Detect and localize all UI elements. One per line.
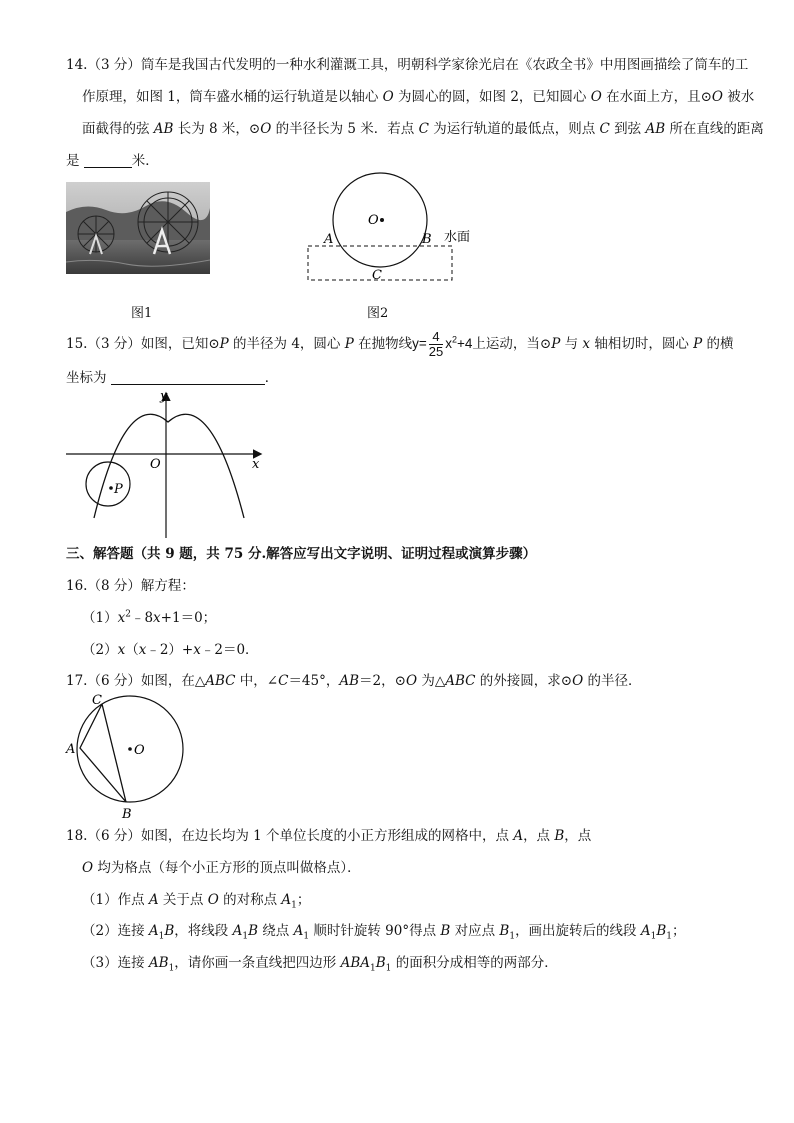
label-c: C — [92, 693, 102, 708]
label-o: O — [368, 213, 379, 228]
q17-circle-triangle-diagram — [60, 692, 200, 822]
q15-line-1: 15.（3 分）如图，已知⊙P 的半径为 4，圆心 P 在抛物线y= $\frac{4}{25}$ $x^2+4$上运动，当⊙P 与 x 轴相切时，圆心 P 的横 — [66, 329, 734, 359]
q14-line-3: 面截得的弦 AB 长为 8 米，⊙O 的半径长为 5 米．若点 C 为运行轨道的最低点，则点 C 到弦 AB 所在直线的距离 — [82, 121, 764, 137]
label-x: x — [252, 457, 260, 472]
q14-line-4: 是 米． — [66, 153, 159, 169]
q16-line-1: 16.（8 分）解方程： — [66, 578, 195, 594]
label-a: A — [66, 742, 76, 757]
answer-blank — [84, 153, 132, 168]
q15-line-2: 坐标为 ． — [66, 370, 279, 386]
equation: y= $\frac{4}{25}$ $x^2+4$ — [412, 329, 473, 359]
fraction: $\frac{4}{25}$ — [428, 329, 444, 359]
q14-text: 14.（3 分）筒车是我国古代发明的一种水利灌溉工具，明朝科学家徐光启在《农政全书》中用图画描绘了筒车的工 — [66, 57, 749, 73]
label-water-surface: 水面 — [444, 230, 471, 245]
center-dot — [380, 218, 384, 222]
section-3-heading: 三、解答题（共 9 题，共 75 分.解答应写出文字说明、证明过程或演算步骤） — [66, 546, 537, 562]
figure-2-caption: 图2 — [367, 306, 389, 321]
label-y: y — [160, 389, 168, 404]
answer-blank — [111, 370, 265, 385]
figure-1-photo — [66, 182, 210, 274]
label-o: O — [134, 743, 145, 758]
label-b: B — [422, 232, 432, 247]
q18-part-2: （2）连接 $A_1B$，将线段 $A_1B$ 绕点 $A_1$ 顺时针旋转 90°得点 B 对应点 $B_1$，画出旋转后的线段 $A_1B_1$； — [82, 923, 686, 942]
q14-line-2: 作原理，如图 1，筒车盛水桶的运行轨道是以轴心 O 为圆心的圆，如图 2，已知圆心 O 在水面上方，且⊙O 被水 — [82, 89, 755, 105]
figure-1-caption: 图1 — [131, 306, 153, 321]
label-c: C — [372, 268, 382, 283]
center-p-dot — [109, 486, 113, 490]
q17-line-1: 17.（6 分）如图，在△ABC 中，∠C＝45°，AB＝2，⊙O 为△ABC 的外接圆，求⊙O 的半径． — [66, 673, 642, 689]
q18-part-1: （1）作点 A 关于点 O 的对称点 $A_1$； — [82, 892, 311, 911]
label-p: P — [114, 482, 123, 497]
q16-part-2: （2）x（x﹣2）+x﹣2＝0． — [82, 642, 259, 658]
q18-line-2: O 均为格点（每个小正方形的顶点叫做格点）． — [82, 860, 361, 876]
label-a: A — [324, 232, 334, 247]
figure-2-circle-diagram — [300, 168, 480, 288]
q18-part-3: （3）连接 $AB_1$，请你画一条直线把四边形 $ABA_1B_1$ 的面积分成相等的两部分． — [82, 955, 558, 974]
label-b: B — [122, 807, 132, 822]
q15-parabola-diagram — [60, 388, 280, 540]
q16-part-1: $(1)x^2﹣8x+1=0$； — [82, 609, 217, 626]
q18-line-1: 18.（6 分）如图，在边长均为 1 个单位长度的小正方形组成的网格中，点 A，点 B，点 — [66, 828, 592, 844]
center-o-dot — [128, 747, 132, 751]
q14-line-1 — [66, 55, 748, 75]
label-origin: O — [150, 457, 161, 472]
parabola — [94, 414, 244, 518]
